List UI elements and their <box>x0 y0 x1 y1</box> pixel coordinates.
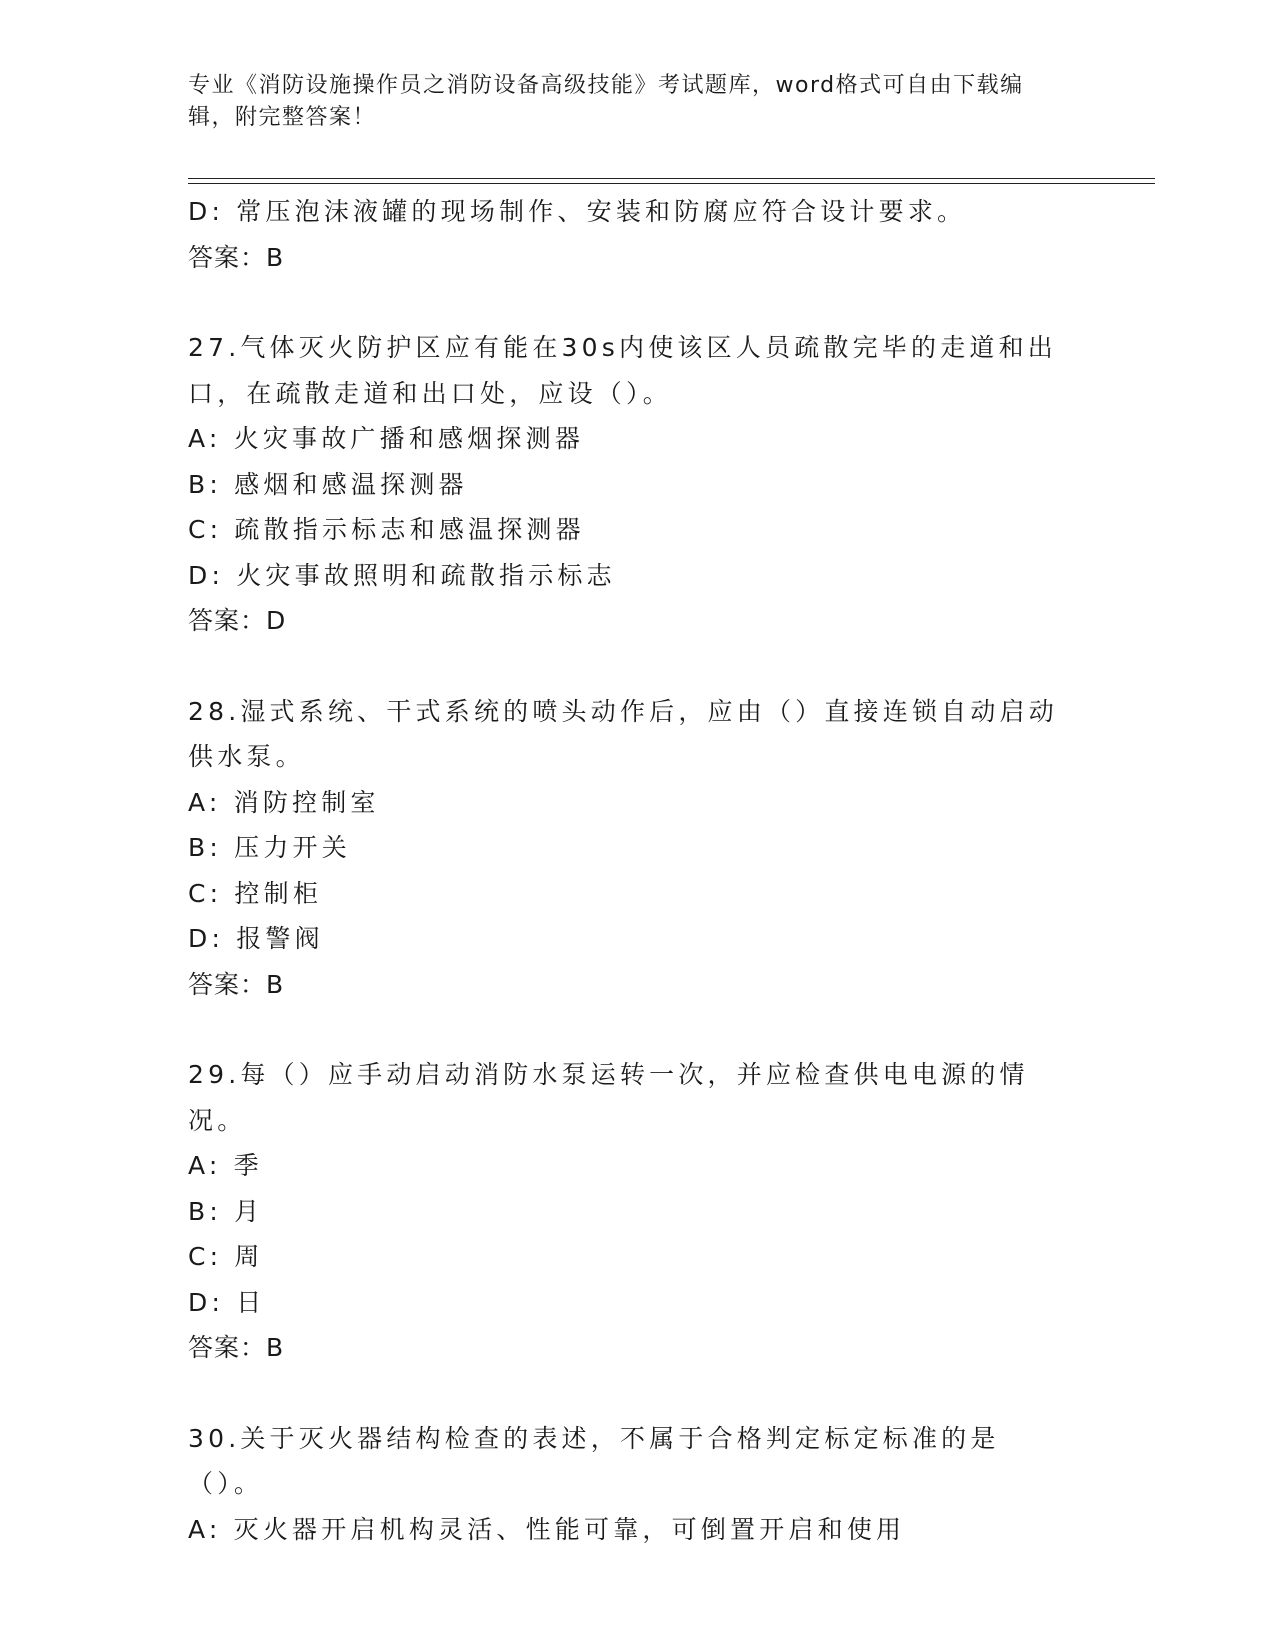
page-header: 专业《消防设施操作员之消防设备高级技能》考试题库，word格式可自由下载编辑，附完整答案！ <box>188 73 1024 130</box>
answer: 答案：B <box>188 969 285 999</box>
question-stem: 30.关于灭火器结构检查的表述，不属于合格判定标定标准的是（）。 <box>188 1423 1000 1498</box>
option-a: A: 火灾事故广播和感烟探测器 <box>188 424 585 453</box>
option-d: D: 火灾事故照明和疏散指示标志 <box>188 560 616 590</box>
question-stem: 28.湿式系统、干式系统的喷头动作后，应由（）直接连锁自动启动供水泵。 <box>188 696 1058 771</box>
question-27 <box>188 325 1088 644</box>
answer: 答案：B <box>188 1333 285 1362</box>
option-b: B: 月 <box>188 1196 264 1226</box>
option-d: D: 日 <box>188 1287 266 1317</box>
answer: 答案：B <box>188 242 285 272</box>
option-b: B: 压力开关 <box>188 833 351 862</box>
question-29 <box>188 1052 1088 1371</box>
question-28 <box>188 689 1088 1008</box>
option-b: B: 感烟和感温探测器 <box>188 469 468 499</box>
answer: 答案：D <box>188 606 287 635</box>
option-a: A: 灭火器开启机构灵活、性能可靠，可倒置开启和使用 <box>188 1514 906 1544</box>
question-stem: 27.气体灭火防护区应有能在30s内使该区人员疏散完毕的走道和出口，在疏散走道和出口处，应设（）。 <box>188 333 1057 408</box>
option-c: C: 控制柜 <box>188 878 323 908</box>
option-c: C: 周 <box>188 1242 264 1271</box>
option-c: C: 疏散指示标志和感温探测器 <box>188 515 585 544</box>
option-a: A: 季 <box>188 1151 263 1180</box>
option-d: D: 常压泡沫液罐的现场制作、安装和防腐应符合设计要求。 <box>188 197 967 226</box>
question-content <box>188 189 1088 1552</box>
option-d: D: 报警阀 <box>188 924 324 953</box>
question-stem: 29.每（）应手动启动消防水泵运转一次，并应检查供电电源的情况。 <box>188 1060 1029 1135</box>
header-rule-bottom <box>188 183 1155 184</box>
question-30 <box>188 1416 1088 1553</box>
option-a: A: 消防控制室 <box>188 787 380 817</box>
header-rule-top <box>188 178 1155 179</box>
